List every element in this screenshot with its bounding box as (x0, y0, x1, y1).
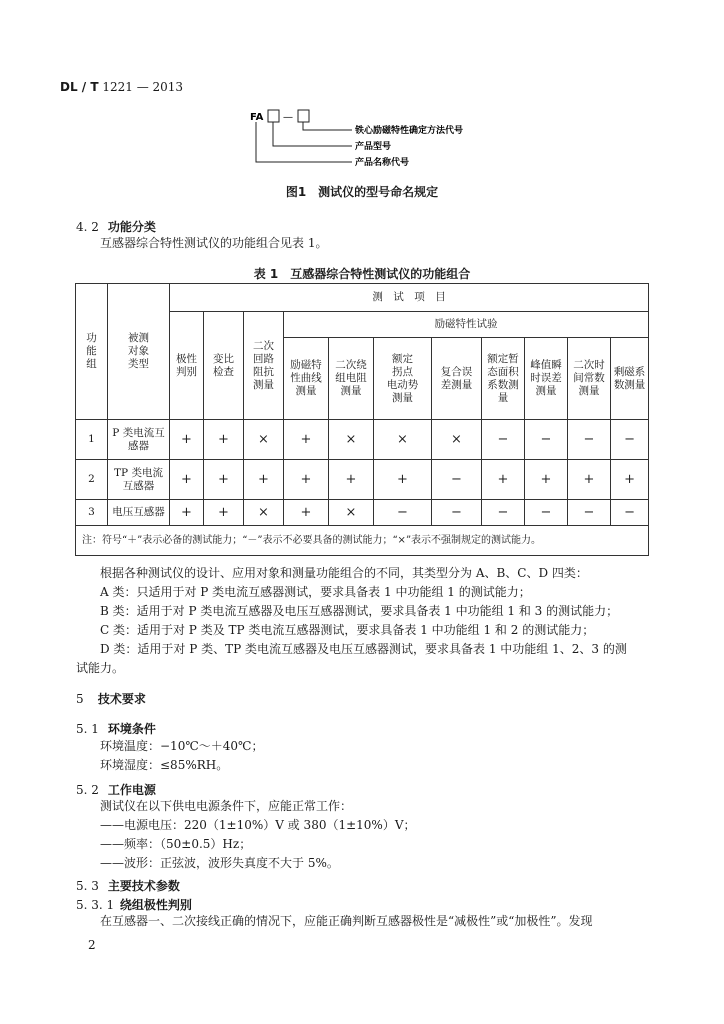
label-method-code: 铁心励磁特性确定方法代号 (355, 126, 464, 136)
cell: + (204, 420, 244, 460)
cell: + (170, 420, 204, 460)
type-d-line-1: D 类：适用于对 P 类、TP 类电流互感器及电压互感器测试，要求具备表 1 中功能组 1、2、3 的测 (100, 642, 627, 656)
cell: + (204, 460, 244, 500)
cell-type: TP 类电流 互感器 (108, 460, 170, 500)
section-number: 5. 3. 1 (76, 898, 115, 912)
cell: × (329, 500, 374, 526)
cell: + (170, 500, 204, 526)
cell-group: 1 (76, 420, 108, 460)
label-product-name-code: 产品名称代号 (355, 158, 410, 168)
section-number: 5. 3 (76, 879, 99, 893)
env-temperature: 环境温度：−10℃～＋40℃； (100, 739, 264, 753)
col-header: 二次时 间常数 测量 (568, 338, 611, 420)
cell: + (482, 460, 525, 500)
cell: × (432, 420, 482, 460)
cell-group: 2 (76, 460, 108, 500)
col-header-type: 被测 对象 类型 (108, 284, 170, 420)
cell-group: 3 (76, 500, 108, 526)
section-title: 绕组极性判别 (119, 898, 192, 912)
leader-line-1 (303, 122, 352, 130)
col-header: 额定暂 态面积 系数测 量 (482, 338, 525, 420)
col-header: 剩磁系 数测量 (611, 338, 649, 420)
cell: + (204, 500, 244, 526)
section-5-1-heading (76, 720, 156, 737)
col-header-excitation: 励磁特性试验 (284, 312, 649, 338)
col-header: 二次绕 组电阻 测量 (329, 338, 374, 420)
cell: + (284, 500, 329, 526)
cell: × (374, 420, 432, 460)
cell: × (329, 420, 374, 460)
cell: − (611, 420, 649, 460)
standard-code: DL / T (60, 80, 99, 94)
section-number: 5. 1 (76, 722, 99, 736)
section-title: 主要技术参数 (107, 879, 180, 893)
figure-dash: — (283, 112, 293, 123)
cell: − (482, 500, 525, 526)
cell: + (284, 460, 329, 500)
col-header-group: 功 能 组 (76, 284, 108, 420)
col-header: 极性 判别 (170, 312, 204, 420)
section-5-3-1-heading (76, 896, 192, 913)
power-waveform: ——波形：正弦波，波形失真度不大于 5%。 (100, 856, 339, 870)
figure-prefix: FA (250, 112, 264, 123)
table-1-title: 表 1 互感器综合特性测试仪的功能组合 (253, 267, 471, 281)
section-title: 环境条件 (107, 722, 156, 736)
section-title: 工作电源 (107, 783, 156, 797)
cell: + (284, 420, 329, 460)
type-d-line-2: 试能力。 (76, 661, 125, 675)
standard-number: 1221 — 2013 (102, 80, 184, 94)
page-number: 2 (88, 938, 96, 952)
cell-type: P 类电流互 感器 (108, 420, 170, 460)
cell: + (170, 460, 204, 500)
cell: − (611, 500, 649, 526)
col-header: 变比 检查 (204, 312, 244, 420)
figure-1-diagram (248, 108, 478, 174)
cell: + (525, 460, 568, 500)
cell-type: 电压互感器 (108, 500, 170, 526)
type-a: A 类：只适用于对 P 类电流互感器测试，要求具备表 1 中功能组 1 的测试能力； (100, 585, 531, 599)
section-5-2-heading (76, 781, 156, 798)
power-intro: 测试仪在以下供电电源条件下，应能正常工作： (100, 799, 353, 813)
code-box-2 (298, 110, 309, 122)
cell: + (568, 460, 611, 500)
cell: + (244, 460, 284, 500)
label-model: 产品型号 (355, 142, 392, 152)
section-number: 5 (76, 692, 84, 706)
cell: − (374, 500, 432, 526)
section-title: 技术要求 (97, 692, 146, 706)
model-naming-diagram (248, 108, 478, 174)
section-5-heading (76, 690, 146, 707)
function-combination-table (75, 283, 649, 556)
power-voltage: ——电源电压：220（1±10%）V 或 380（1±10%）V； (100, 818, 416, 832)
section-number: 5. 2 (76, 783, 99, 797)
cell: − (525, 420, 568, 460)
cell: − (432, 500, 482, 526)
col-header: 复合误 差测量 (432, 338, 482, 420)
cell: + (329, 460, 374, 500)
cell: − (482, 420, 525, 460)
section-title: 功能分类 (107, 220, 156, 234)
section-5-3-heading (76, 877, 180, 894)
col-header: 额定 拐点 电动势 测量 (374, 338, 432, 420)
cell: + (611, 460, 649, 500)
table-row (76, 500, 649, 526)
table-row (76, 460, 649, 500)
col-header: 二次 回路 阻抗 测量 (244, 312, 284, 420)
polarity-text: 在互感器一、二次接线正确的情况下，应能正确判断互感器极性是“减极性”或“加极性”。发现 (100, 914, 593, 928)
col-header-test-items: 测 试 项 目 (170, 284, 649, 312)
cell: − (525, 500, 568, 526)
section-4-2-heading (76, 218, 156, 235)
col-header: 峰值瞬 时误差 测量 (525, 338, 568, 420)
section-4-2-intro: 互感器综合特性测试仪的功能组合见表 1。 (100, 236, 328, 250)
cell: + (374, 460, 432, 500)
type-b: B 类：适用于对 P 类电流互感器及电压互感器测试，要求具备表 1 中功能组 1 和 3 的测试能力； (100, 604, 619, 618)
cell: − (568, 420, 611, 460)
env-humidity: 环境湿度：≤85%RH。 (100, 758, 229, 772)
running-header (60, 80, 183, 94)
cell: − (568, 500, 611, 526)
section-number: 4. 2 (76, 220, 99, 234)
cell: × (244, 500, 284, 526)
cell: − (432, 460, 482, 500)
table-note: 注：符号“＋”表示必备的测试能力；“－”表示不必要具备的测试能力；“×”表示不强制规定的测试能力。 (76, 526, 649, 556)
leader-line-3 (256, 122, 352, 162)
types-intro: 根据各种测试仪的设计、应用对象和测量功能组合的不同，其类型分为 A、B、C、D 四类： (100, 566, 588, 580)
figure-1-caption: 图1 测试仪的型号命名规定 (285, 185, 439, 199)
type-c: C 类：适用于对 P 类及 TP 类电流互感器测试，要求具备表 1 中功能组 1 和 2 的测试能力； (100, 623, 595, 637)
col-header: 励磁特 性曲线 测量 (284, 338, 329, 420)
cell: × (244, 420, 284, 460)
leader-line-2 (273, 122, 352, 146)
power-frequency: ——频率：（50±0.5）Hz； (100, 837, 252, 851)
table-row (76, 420, 649, 460)
code-box-1 (268, 110, 279, 122)
